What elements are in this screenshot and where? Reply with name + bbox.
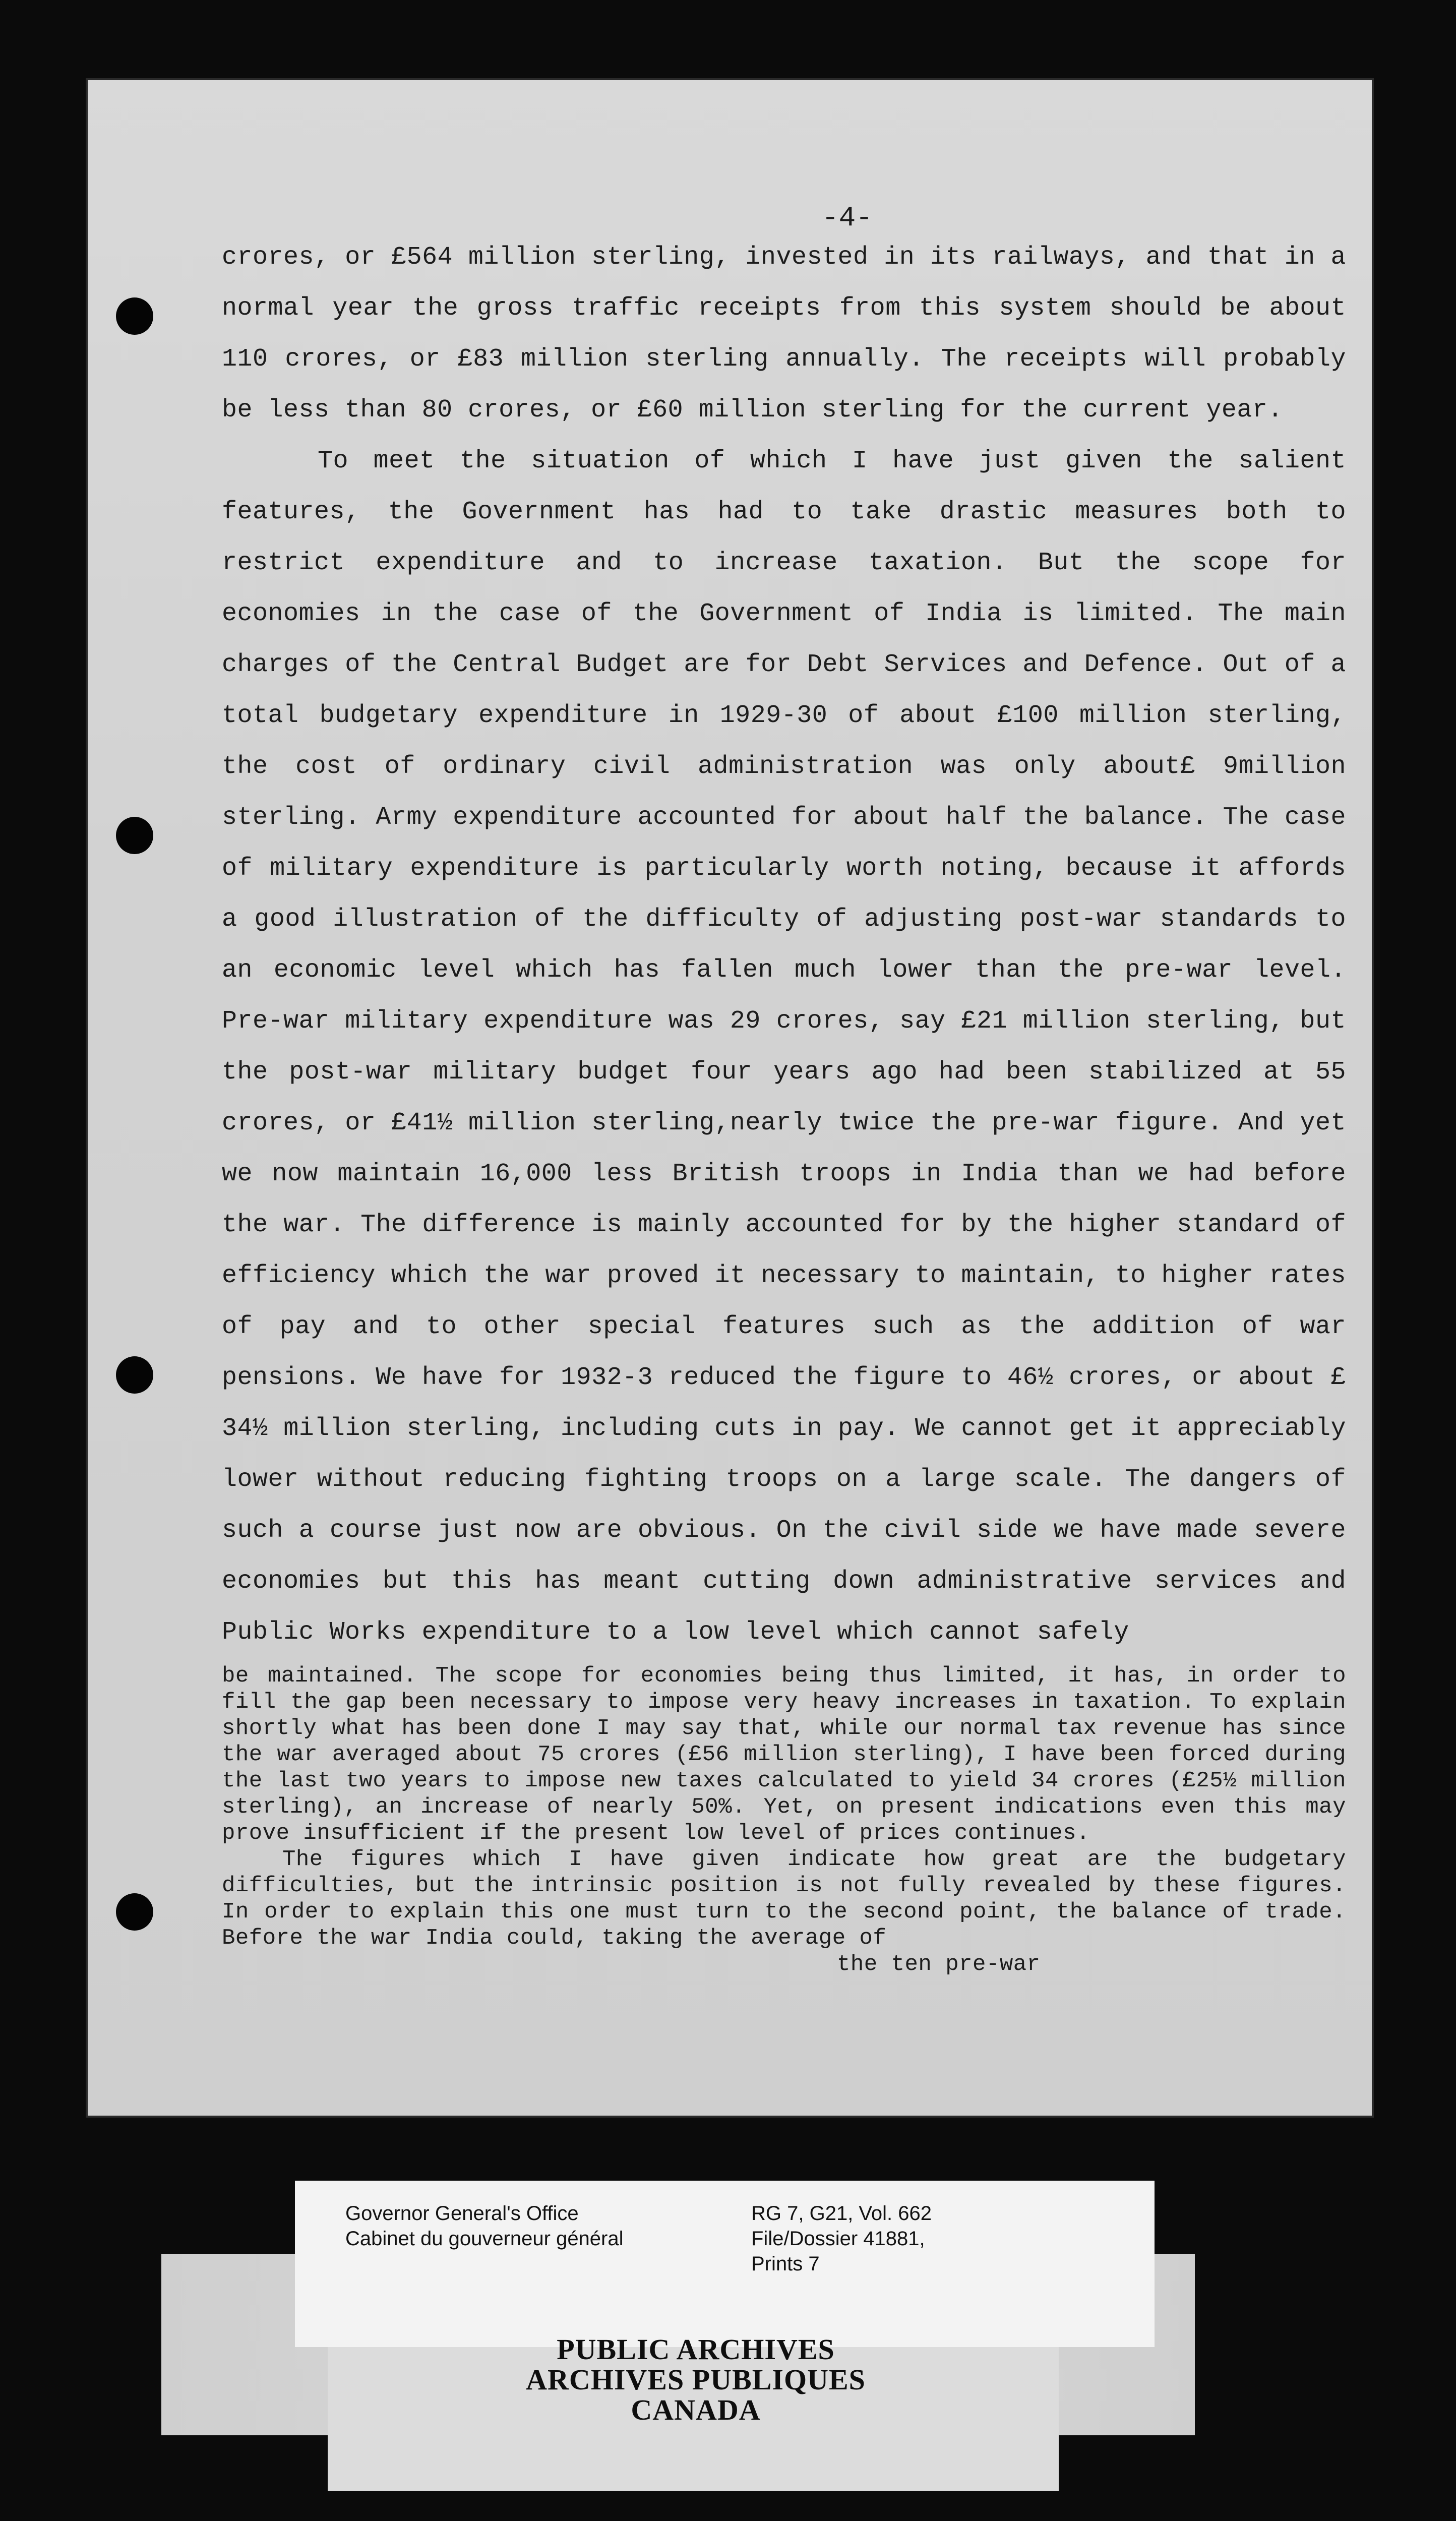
paragraph: To meet the situation of which I have just given the salient features, the Government has had to take drastic measures both to restrict expenditure and to increase taxation. But the scope for economies in the case of the Government of India is limited. The main charges of the Central Budget are for Debt Services and Defence. Out of a total budgetary expenditure in 1929-30 of about £100 million sterling, the cost of ordinary civil administration was only about£ 9million sterling. Army expenditure accounted for about half the balance. The case of military expenditure is particularly worth noting, because it affords a good illustration of the difficulty of adjusting post-war standards to an economic level which has fallen much lower than the pre-war level. Pre-war military expenditure was 29 crores, say £21 million sterling, but the post-war military budget four years ago had been stabilized at 55 crores, or £41½ million sterling,nearly twice the pre-war figure. And yet we now maintain 16,000 less British troops in India than we had before the war. The difference is mainly accounted for by the higher standard of efficiency which the war proved it necessary to maintain, to higher rates of pay and to other special features such as the addition of war pensions. We have for 1932-3 reduced the figure to 46½ crores, or about £ 34½ million sterling, including cuts in pay. We cannot get it appreciably lower without reducing fighting troops on a large scale. The dangers of such a course just now are obvious. On the civil side we have made severe economies but this has meant cutting down administrative services and Public Works expenditure to a low level which cannot safely <box>222 447 1346 1647</box>
reference-file: File/Dossier 41881, <box>751 2228 925 2250</box>
archive-stamp-line: ARCHIVES PUBLIQUES <box>526 2363 866 2396</box>
binder-hole <box>116 1893 153 1931</box>
office-name-fr: Cabinet du gouverneur général <box>345 2228 624 2250</box>
reference-record-group: RG 7, G21, Vol. 662 <box>751 2202 932 2225</box>
archive-reference-label <box>295 2181 1155 2347</box>
paragraph: be maintained. The scope for economies being thus limited, it has, in order to fill the gap been necessary to impose very heavy increases in taxation. To explain shortly what has been done I may say that, while our normal tax revenue has since the war averaged about 75 crores (£56 million sterling), I have been forced during the last two years to impose new taxes calculated to yield 34 crores (£25½ million sterling), an increase of nearly 50%. Yet, on present indications even this may prove insufficient if the present low level of prices continues. <box>222 1663 1346 1846</box>
archive-reference <box>751 2201 932 2276</box>
office-name-en: Governor General's Office <box>345 2202 579 2225</box>
archive-stamp-line: PUBLIC ARCHIVES <box>557 2333 835 2366</box>
letter-body <box>222 232 1346 1977</box>
paragraph: crores, or £564 million sterling, invested in its railways, and that in a normal year the gross traffic receipts from this system should be about 110 crores, or £83 million sterling annually. The receipts will probably be less than 80 crores, or £60 million sterling for the current year. <box>222 243 1346 425</box>
continuation-line: the ten pre-war <box>837 1952 1041 1977</box>
archive-stamp <box>444 2334 948 2425</box>
binder-hole <box>116 1356 153 1394</box>
binder-hole <box>116 297 153 335</box>
binder-hole <box>116 817 153 854</box>
reference-prints: Prints 7 <box>751 2253 820 2275</box>
paragraph: The figures which I have given indicate how great are the budgetary difficulties, but the intrinsic position is not fully revealed by these figures. In order to explain this one must turn to the second point, the balance of trade. Before the war India could, taking the average of <box>222 1847 1346 1951</box>
office-names <box>345 2201 624 2251</box>
archive-stamp-line: CANADA <box>631 2393 761 2426</box>
page-number: -4- <box>822 202 873 234</box>
